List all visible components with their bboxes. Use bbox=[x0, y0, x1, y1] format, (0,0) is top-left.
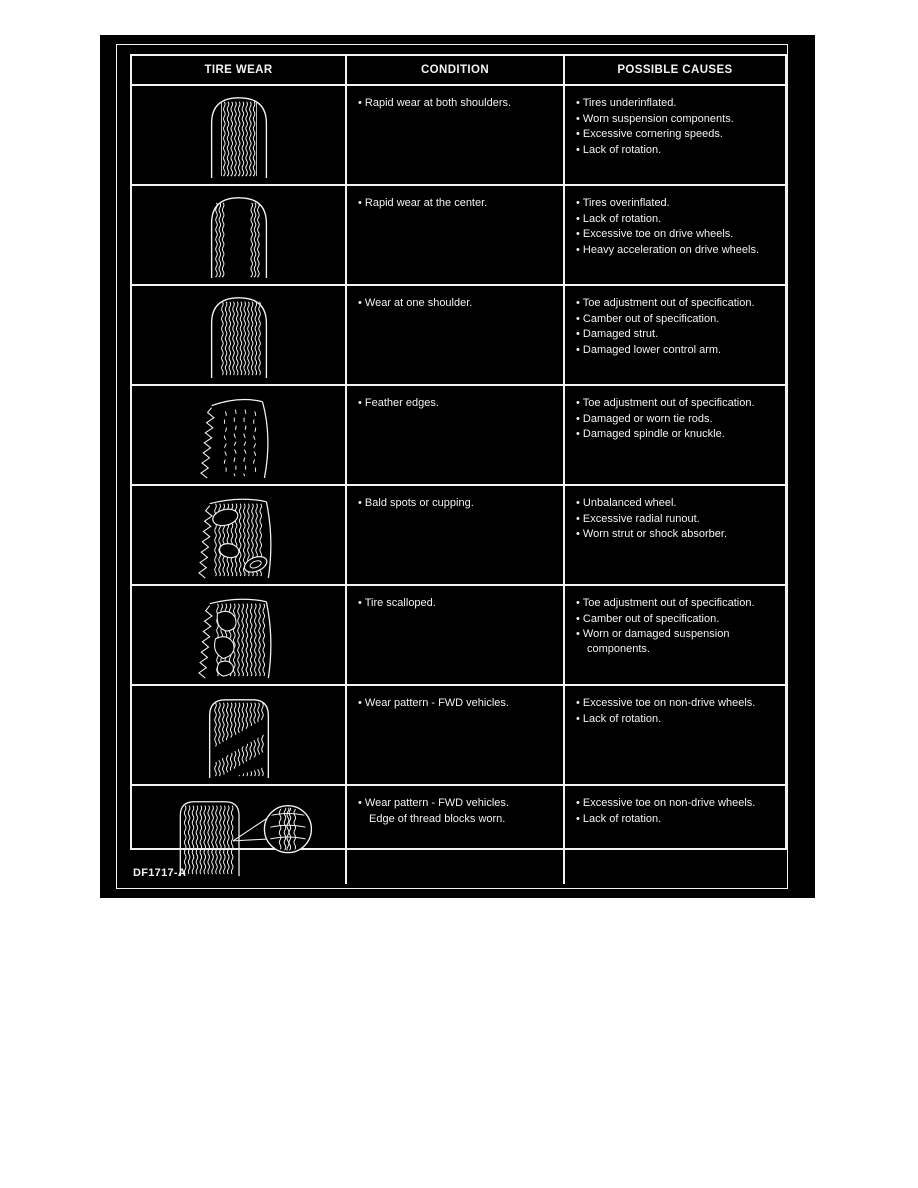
figure-frame bbox=[116, 44, 788, 889]
cause-text: • Camber out of specification. bbox=[576, 612, 781, 627]
tire-illustration-cell bbox=[132, 286, 347, 384]
table-row bbox=[132, 86, 785, 186]
tire-illustration-cell bbox=[132, 86, 347, 184]
causes-cell bbox=[565, 86, 785, 184]
cause-text: • Lack of rotation. bbox=[576, 712, 781, 727]
condition-cell bbox=[347, 786, 565, 884]
condition-cell bbox=[347, 386, 565, 484]
tire-illustration-cell bbox=[132, 586, 347, 684]
tire-feather-edges-icon bbox=[159, 390, 319, 480]
tire-worn-both-shoulders-icon bbox=[159, 90, 319, 180]
tire-wear-table bbox=[130, 54, 787, 850]
causes-cell bbox=[565, 786, 785, 884]
cause-text: • Lack of rotation. bbox=[576, 212, 781, 227]
table-row bbox=[132, 786, 785, 884]
causes-cell bbox=[565, 186, 785, 284]
tire-illustration-cell bbox=[132, 386, 347, 484]
tire-worn-center-icon bbox=[159, 190, 319, 280]
figure-panel bbox=[100, 35, 815, 898]
cause-text: • Damaged lower control arm. bbox=[576, 343, 781, 358]
condition-text: Edge of thread blocks worn. bbox=[369, 812, 506, 825]
cause-text: • Unbalanced wheel. bbox=[576, 496, 781, 511]
tire-bald-spots-icon bbox=[159, 490, 319, 580]
condition-cell bbox=[347, 186, 565, 284]
figure-id-label: DF1717-A bbox=[133, 867, 187, 879]
condition-text: • Wear pattern - FWD vehicles. bbox=[358, 796, 559, 811]
condition-text: • Bald spots or cupping. bbox=[358, 496, 559, 511]
cause-text: • Lack of rotation. bbox=[576, 143, 781, 158]
tire-diagonal-wear-fwd-icon bbox=[159, 690, 319, 780]
condition-text: • Feather edges. bbox=[358, 396, 559, 411]
condition-text: • Rapid wear at both shoulders. bbox=[358, 96, 559, 111]
cause-text: • Tires underinflated. bbox=[576, 96, 781, 111]
tire-illustration-cell bbox=[132, 486, 347, 584]
cause-text: • Excessive toe on non-drive wheels. bbox=[576, 696, 781, 711]
cause-text: • Excessive toe on non-drive wheels. bbox=[576, 796, 781, 811]
table-row bbox=[132, 586, 785, 686]
cause-text: • Worn strut or shock absorber. bbox=[576, 527, 781, 542]
condition-cell bbox=[347, 586, 565, 684]
cause-text: • Toe adjustment out of specification. bbox=[576, 296, 781, 311]
header-possible-causes: POSSIBLE CAUSES bbox=[617, 64, 733, 76]
cause-text: • Toe adjustment out of specification. bbox=[576, 396, 781, 411]
causes-cell bbox=[565, 486, 785, 584]
table-row bbox=[132, 486, 785, 586]
table-body bbox=[132, 86, 785, 884]
cause-text: • Damaged or worn tie rods. bbox=[576, 412, 781, 427]
condition-text: • Rapid wear at the center. bbox=[358, 196, 559, 211]
cause-text: • Worn or damaged suspension components. bbox=[576, 627, 781, 656]
cause-text: • Worn suspension components. bbox=[576, 112, 781, 127]
table-row bbox=[132, 386, 785, 486]
cause-text: • Camber out of specification. bbox=[576, 312, 781, 327]
table-row bbox=[132, 186, 785, 286]
cause-text: • Excessive radial runout. bbox=[576, 512, 781, 527]
cause-text: • Lack of rotation. bbox=[576, 812, 781, 827]
header-tire-wear: TIRE WEAR bbox=[132, 56, 347, 84]
cause-text: • Excessive cornering speeds. bbox=[576, 127, 781, 142]
causes-cell bbox=[565, 686, 785, 784]
header-condition: CONDITION bbox=[347, 56, 565, 84]
causes-cell bbox=[565, 386, 785, 484]
cause-text: • Excessive toe on drive wheels. bbox=[576, 227, 781, 242]
condition-text: • Wear at one shoulder. bbox=[358, 296, 559, 311]
causes-cell bbox=[565, 286, 785, 384]
condition-cell bbox=[347, 286, 565, 384]
condition-text: • Wear pattern - FWD vehicles. bbox=[358, 696, 559, 711]
condition-cell bbox=[347, 486, 565, 584]
tire-illustration-cell bbox=[132, 686, 347, 784]
condition-cell bbox=[347, 86, 565, 184]
tire-illustration-cell bbox=[132, 186, 347, 284]
tire-scalloped-icon bbox=[159, 590, 319, 680]
table-header-row bbox=[132, 56, 785, 86]
cause-text: • Toe adjustment out of specification. bbox=[576, 596, 781, 611]
table-row bbox=[132, 286, 785, 386]
cause-text: • Tires overinflated. bbox=[576, 196, 781, 211]
causes-cell bbox=[565, 586, 785, 684]
cause-text: • Heavy acceleration on drive wheels. bbox=[576, 243, 781, 258]
condition-cell bbox=[347, 686, 565, 784]
tire-worn-one-shoulder-icon bbox=[159, 290, 319, 380]
condition-text: • Tire scalloped. bbox=[358, 596, 559, 611]
cause-text: • Damaged spindle or knuckle. bbox=[576, 427, 781, 442]
cause-text: • Damaged strut. bbox=[576, 327, 781, 342]
table-row bbox=[132, 686, 785, 786]
